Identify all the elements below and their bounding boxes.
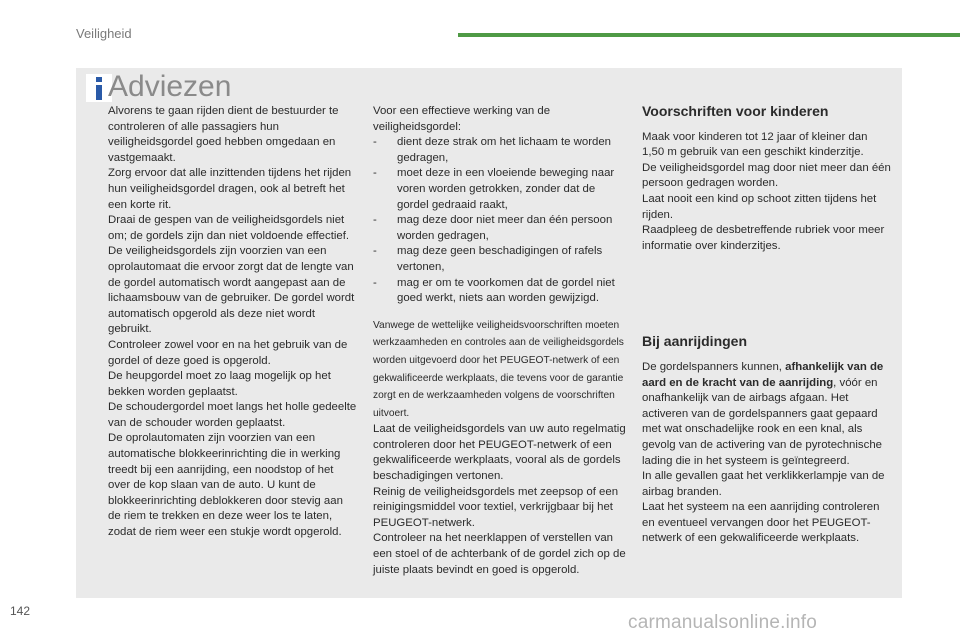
paragraph: Maak voor kinderen tot 12 jaar of kleiner dan 1,50 m gebruik van een geschikt kinderzitje. [642, 130, 868, 159]
text-run: , vóór en onafhankelijk van de airbags afgaan. Het activeren van de gordelspanners gaat gepaard met wat onschadelijke rook en een knal, als gevolg van de activering van de pyrotechnische lading die in het systeem is geïntegreerd. [642, 376, 882, 467]
collision-section [642, 334, 892, 547]
paragraph: De veiligheidsgordels zijn voorzien van een oprolautomaat die ervoor zorgt dat de lengte van de gordel automatisch wordt aangepast aan de lichaamsbouw van de gebruiker. De gordel wordt automatisch opgerold als deze niet wordt gebruikt. [108, 245, 355, 336]
legal-note: Vanwege de wettelijke veiligheidsvoorschriften moeten werkzaamheden en controles aan de veiligheidsgordels worden uitgevoerd door het PEUGEOT-netwerk of een gekwalificeerde werkplaats, die tevens voor de garantie zorgt en de werkzaamheden volgens de voorschriften uitvoert. [373, 319, 624, 419]
advice-column-3 [642, 104, 892, 547]
watermark: carmanualsonline.info [628, 612, 818, 633]
requirements-list [373, 135, 629, 307]
paragraph [642, 360, 892, 469]
paragraph: Laat het systeem na een aanrijding controleren en eventueel vervangen door het PEUGEOT-netwerk of een gekwalificeerde werkplaats. [642, 501, 880, 545]
section-title: Veiligheid [76, 26, 132, 41]
paragraph: De heupgordel moet zo laag mogelijk op het bekken worden geplaatst. [108, 370, 331, 398]
text-run: De gordelspanners kunnen, [642, 360, 786, 373]
paragraph: In alle gevallen gaat het verklikkerlampje van de airbag branden. [642, 470, 885, 498]
paragraph: Controleer zowel voor en na het gebruik van de gordel of deze goed is opgerold. [108, 338, 348, 367]
paragraph: Reinig de veiligheidsgordels met zeepsop of een reinigingsmiddel voor textiel, verkrijgbaar bij het PEUGEOT-netwerk. [373, 485, 619, 529]
paragraph: Laat de veiligheidsgordels van uw auto regelmatig controleren door het PEUGEOT-netwerk of een gekwalificeerde werkplaats, vooral als de gordels beschadigingen vertonen. [373, 423, 626, 483]
list-item: - mag deze geen beschadigingen of rafels vertonen, [373, 244, 629, 275]
collision-heading: Bij aanrijdingen [642, 333, 748, 350]
page-heading: Adviezen [108, 70, 232, 103]
advice-column-1 [108, 104, 358, 541]
paragraph: Draai de gespen van de veiligheidsgordels niet om; de gordels zijn dan niet voldoende effectief. [108, 214, 350, 242]
list-item: - mag deze door niet meer dan één persoon worden gedragen, [373, 213, 629, 244]
list-intro: Voor een effectieve werking van de veiligheidsgordel: [373, 105, 551, 133]
emphasis-text: afhankelijk van de aard en de kracht van de aanrijding [642, 360, 884, 389]
section-accent-bar [458, 33, 960, 37]
paragraph: Laat nooit een kind op schoot zitten tijdens het rijden. [642, 192, 877, 221]
paragraph: Alvorens te gaan rijden dient de bestuurder te controleren of alle passagiers hun veiligheidsgordel goed hebben omgedaan en vastgemaakt. [108, 105, 339, 164]
list-item: - mag er om te voorkomen dat de gordel niet goed werkt, niets aan worden gewijzigd. [373, 276, 629, 307]
paragraph: De schoudergordel moet langs het holle gedeelte van de schouder worden geplaatst. [108, 401, 357, 429]
paragraph: De oprolautomaten zijn voorzien van een automatische blokkeerinrichting die in werking treedt bij een aanrijding, een noodstop of het over de kop slaan van de auto. U kunt de blokkeerinrichting deblokkeren door stevig aan de riem te trekken en deze weer los te laten, zodat de riem weer een stukje wordt opgerold. [108, 432, 343, 539]
paragraph: Zorg ervoor dat alle inzittenden tijdens het rijden hun veiligheidsgordel dragen, ook al betreft het een korte rit. [108, 167, 352, 211]
page-number: 142 [10, 604, 31, 618]
paragraph: Raadpleeg de desbetreffende rubriek voor meer informatie over kinderzitjes. [642, 224, 885, 252]
list-item: - moet deze in een vloeiende beweging naar voren worden getrokken, zonder dat de gordel gedraaid raakt, [373, 166, 629, 213]
paragraph: Controleer na het neerklappen of verstellen van een stoel of de achterbank of de gordel zich op de juiste plaats bevindt en goed is opgerold. [373, 532, 626, 576]
paragraph: De veiligheidsgordel mag door niet meer dan één persoon gedragen worden. [642, 161, 891, 190]
children-heading: Voorschriften voor kinderen [642, 103, 829, 119]
advice-column-2 [373, 104, 629, 578]
list-item: - dient deze strak om het lichaam te worden gedragen, [373, 135, 629, 166]
